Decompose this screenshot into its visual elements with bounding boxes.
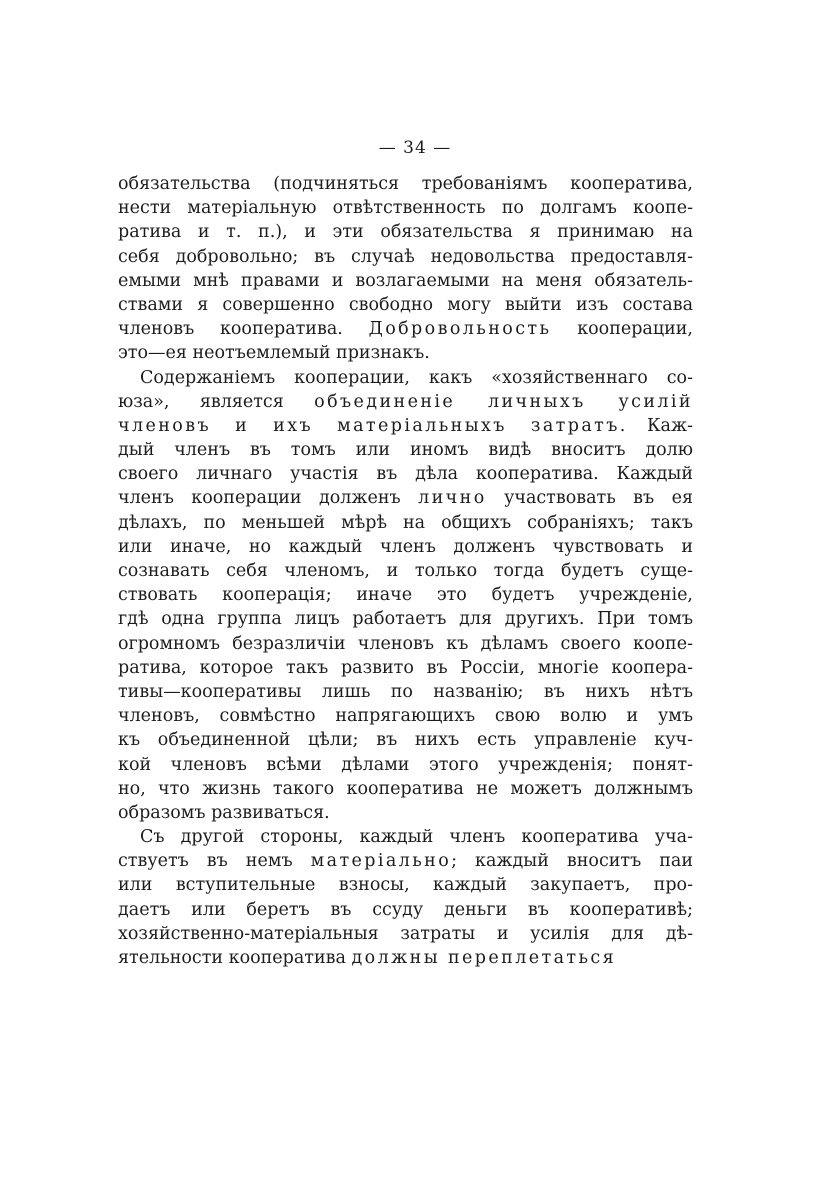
line-segment: . Каж- [619, 415, 693, 436]
text-line: или иначе, но каждый членъ долженъ чувствовать и [118, 536, 693, 557]
text-line: ствовать кооперація; иначе это будетъ учрежденіе, [118, 585, 693, 606]
text-line [118, 946, 693, 970]
paragraph [118, 825, 693, 970]
text-line: или вступительные взносы, каждый закупаетъ, про- [118, 875, 693, 896]
text-line: это—ея неотъемлемый признакъ. [118, 343, 430, 364]
text-line: ствами я совершенно свободно могу выйти изъ состава [118, 294, 693, 315]
text-line [118, 414, 693, 438]
line-segment: ятельности кооператива [118, 948, 352, 968]
line-segment: ствуетъ въ немъ [118, 851, 311, 872]
text-line [118, 849, 693, 873]
text-line: Содержаніемъ кооперации, какъ «хозяйственнаго со- [140, 367, 693, 388]
text-line: себя добровольно; въ случаѣ недовольства предоставля- [118, 246, 693, 267]
text-line [118, 317, 693, 341]
emphasized-text: объединеніе личныхъ усилій [314, 391, 693, 412]
text-line: нести матеріальную отвѣтственность по долгамъ коопе- [118, 198, 693, 219]
text-line: но, что жизнь такого кооператива не можетъ должнымъ [118, 778, 693, 799]
text-line: хозяйственно-матеріальныя затраты и усилія для дѣ- [118, 923, 693, 944]
paragraph [118, 366, 693, 826]
emphasized-text: матеріально [310, 851, 452, 872]
text-line: образомъ развиваться. [118, 802, 330, 823]
text-line: дѣлахъ, по меньшей мѣрѣ на общихъ собраніяхъ; такъ [118, 512, 693, 533]
text-line: емыми мнѣ правами и возлагаемыми на меня обязатель- [118, 270, 693, 291]
emphasized-text: членовъ и ихъ матеріальныхъ затратъ [118, 415, 620, 436]
body-text [118, 172, 693, 970]
line-segment: юза», является [118, 391, 315, 412]
text-line [118, 486, 693, 510]
text-line: дый членъ въ томъ или иномъ видѣ вноситъ долю [118, 440, 693, 461]
emphasized-text: должны переплетаться [351, 948, 617, 968]
text-line: даетъ или беретъ въ ссуду деньги въ кооперативѣ; [118, 899, 693, 920]
emphasized-text: лично [418, 488, 487, 509]
text-line [118, 390, 693, 414]
emphasized-text: Добровольность [368, 319, 552, 340]
text-line: кой членовъ всѣми дѣлами этого учрежденія; понят- [118, 754, 693, 775]
line-segment: членъ кооперации долженъ [118, 488, 419, 509]
line-segment: участвовать въ ея [486, 488, 693, 509]
text-line: членовъ, совмѣстно напрягающихъ свою волю и умъ [118, 706, 693, 727]
line-segment: ; каждый вноситъ паи [451, 851, 694, 872]
line-segment: кооперации, [551, 319, 693, 340]
text-line: къ объединенной цѣли; въ нихъ есть управленіе куч- [118, 730, 693, 751]
paragraph [118, 172, 693, 366]
text-line: своего личнаго участія въ дѣла кооператива. Каждый [118, 464, 693, 485]
text-line: огромномъ безразличіи членовъ къ дѣламъ своего коопе- [118, 633, 693, 654]
page-number: — 34 — [378, 138, 452, 158]
text-line: обязательства (подчиняться требованіямъ кооператива, [118, 174, 693, 194]
line-segment: членовъ кооператива. [118, 319, 369, 340]
text-line: сознавать себя членомъ, и только тогда будетъ суще- [118, 561, 693, 581]
text-line: Съ другой стороны, каждый членъ кооператива уча- [140, 827, 693, 848]
text-line: тивы—кооперативы лишь по названію; въ нихъ нѣтъ [118, 681, 693, 702]
text-line: ратива и т. п.), и эти обязательства я принимаю на [118, 222, 693, 243]
text-line: гдѣ одна группа лицъ работаетъ для другихъ. При томъ [118, 609, 693, 630]
text-line: ратива, которое такъ развито въ Россіи, многіе коопера- [118, 657, 693, 678]
